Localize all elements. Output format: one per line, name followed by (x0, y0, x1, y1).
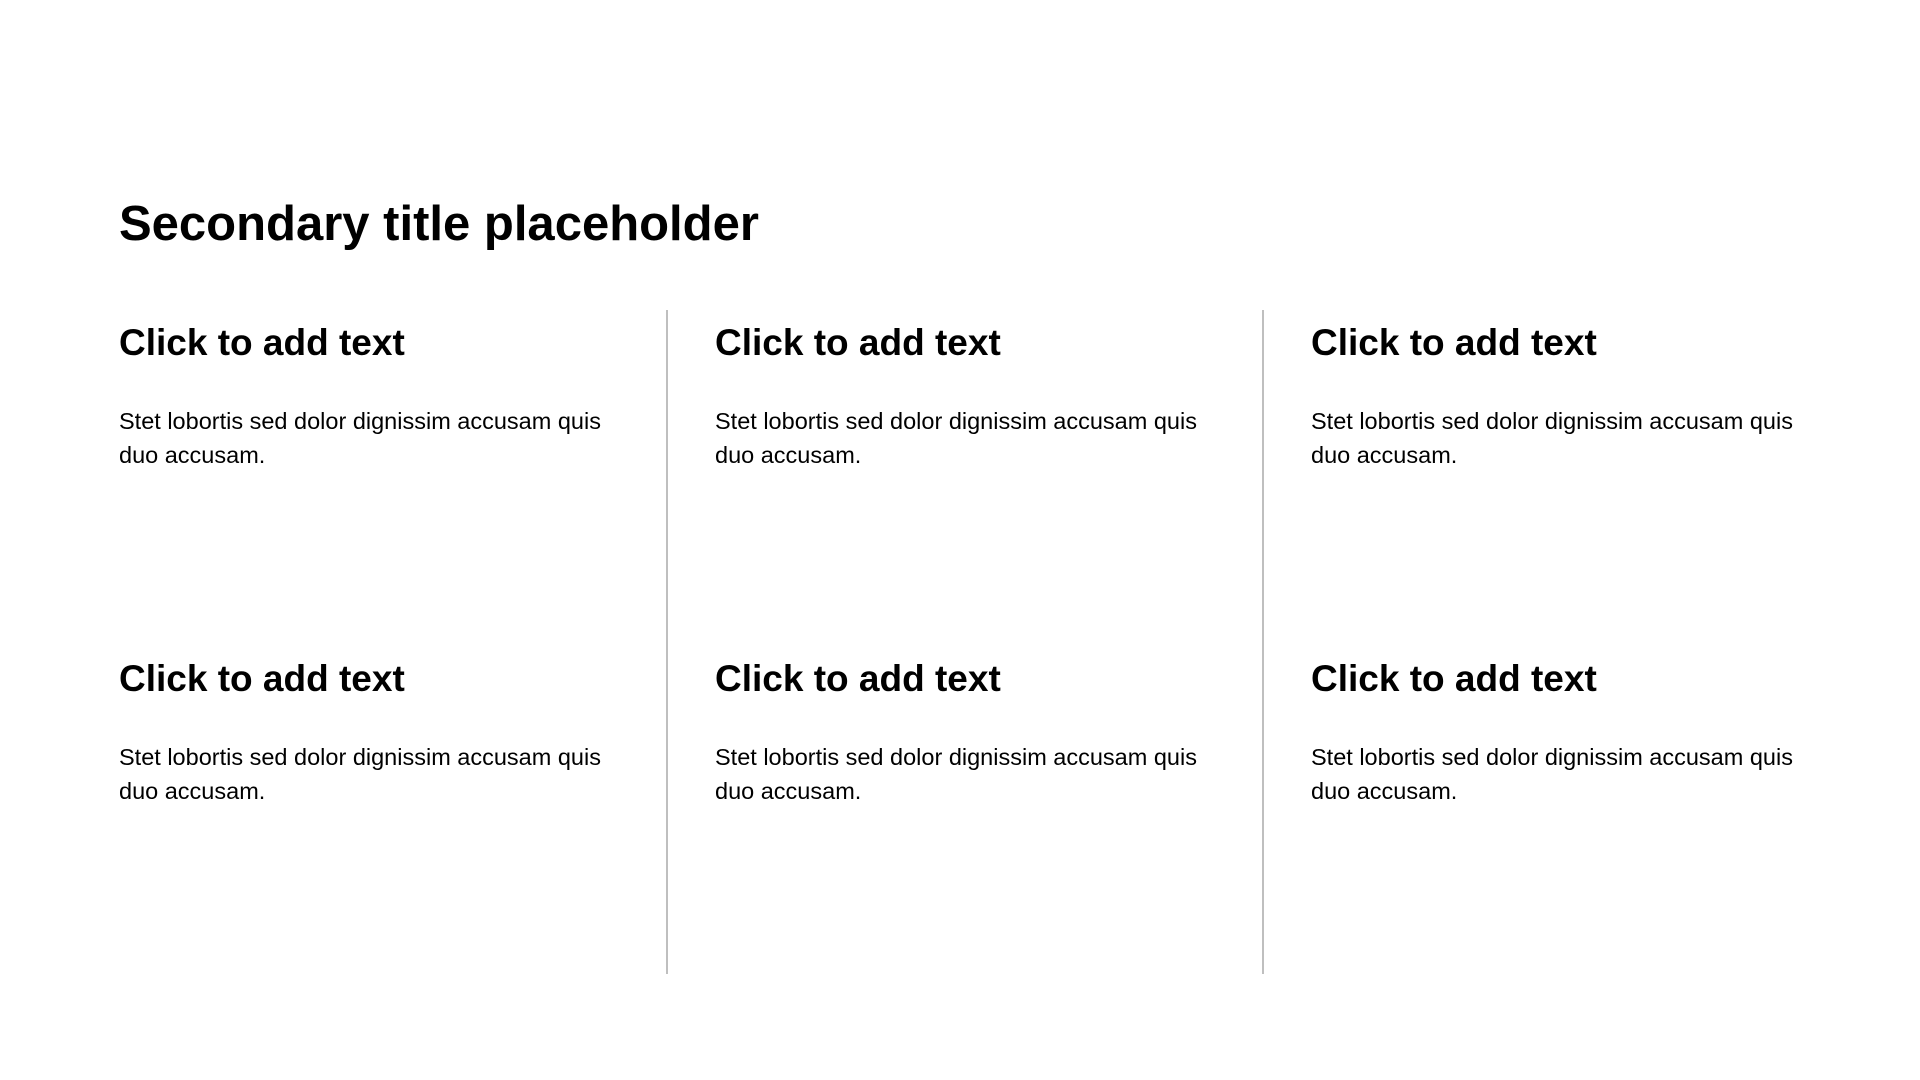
block-body[interactable]: Stet lobortis sed dolor dignissim accusam quis duo accusam. (1311, 744, 1793, 804)
column-divider (1262, 310, 1264, 974)
text-block (715, 654, 1235, 808)
block-body[interactable]: Stet lobortis sed dolor dignissim accusam quis duo accusam. (715, 744, 1197, 804)
text-block (119, 654, 639, 808)
text-block (1311, 318, 1831, 472)
block-heading[interactable]: Click to add text (119, 658, 405, 699)
block-heading[interactable]: Click to add text (715, 322, 1001, 363)
block-heading[interactable]: Click to add text (119, 322, 405, 363)
block-heading[interactable]: Click to add text (1311, 322, 1597, 363)
block-heading[interactable]: Click to add text (1311, 658, 1597, 699)
block-body[interactable]: Stet lobortis sed dolor dignissim accusam quis duo accusam. (715, 408, 1197, 468)
text-block (1311, 654, 1831, 808)
slide-title[interactable]: Secondary title placeholder (119, 197, 759, 251)
block-body[interactable]: Stet lobortis sed dolor dignissim accusam quis duo accusam. (119, 408, 601, 468)
block-body[interactable]: Stet lobortis sed dolor dignissim accusam quis duo accusam. (119, 744, 601, 804)
text-block (119, 318, 639, 472)
block-body[interactable]: Stet lobortis sed dolor dignissim accusam quis duo accusam. (1311, 408, 1793, 468)
block-heading[interactable]: Click to add text (715, 658, 1001, 699)
column-divider (666, 310, 668, 974)
text-block (715, 318, 1235, 472)
